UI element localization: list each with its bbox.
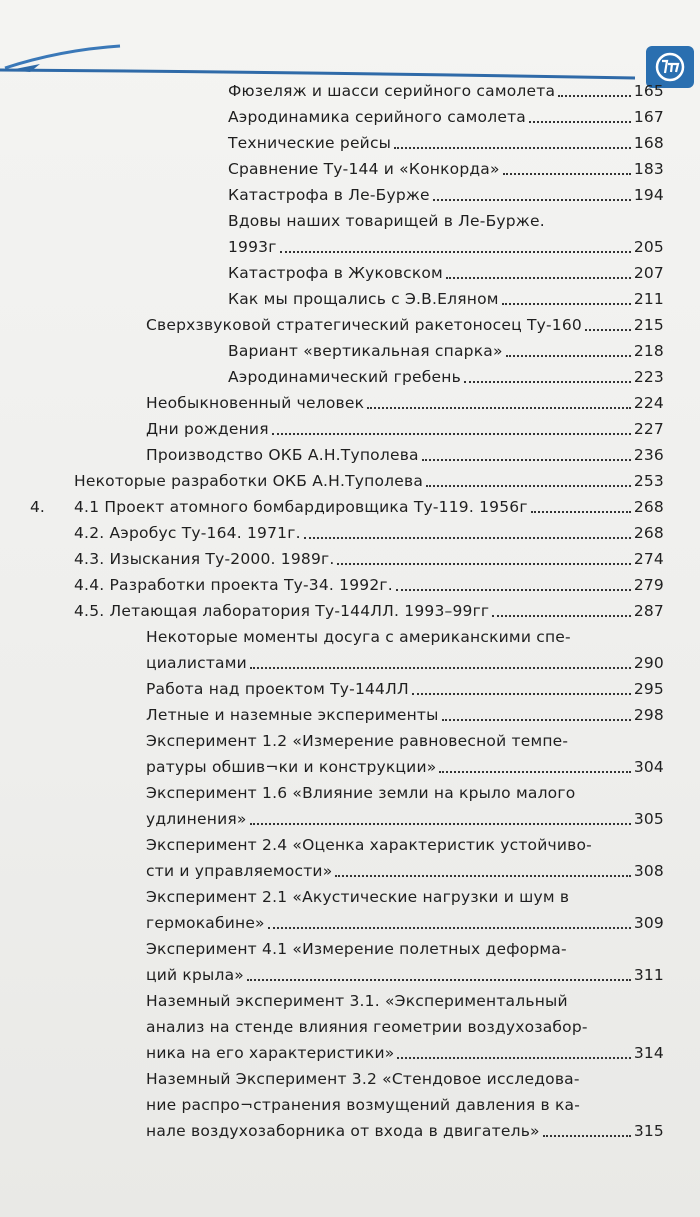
- toc-entry[interactable]: [228, 78, 664, 104]
- toc-entry[interactable]: [228, 260, 664, 286]
- toc-entry-title-line: ника на его характеристики»: [146, 1044, 395, 1062]
- toc-page-number: 168: [633, 134, 664, 152]
- toc-entry-title: 4.2. Аэробус Ту-164. 1971г.: [74, 524, 301, 542]
- leader-dots: [250, 667, 631, 669]
- toc-page-number: 253: [633, 472, 664, 490]
- toc-entry-title: Как мы прощались с Э.В.Еляном: [228, 290, 499, 308]
- leader-dots: [412, 693, 631, 695]
- toc-entry-title-line: Эксперимент 2.1 «Акустические нагрузки и шум в: [146, 888, 570, 906]
- toc-page-number: 207: [633, 264, 664, 282]
- toc-page-number: 215: [633, 316, 664, 334]
- toc-entry-title-line: Эксперимент 4.1 «Измерение полетных деформа-: [146, 940, 567, 958]
- toc-entry[interactable]: [228, 104, 664, 130]
- toc-page-number: 167: [633, 108, 664, 126]
- toc-entry-title: Некоторые разработки ОКБ А.Н.Туполева: [74, 472, 424, 490]
- toc-page-number: 224: [633, 394, 664, 412]
- toc-entry-title: 4.4. Разработки проекта Ту-34. 1992г.: [74, 576, 393, 594]
- toc-page-number: 274: [633, 550, 664, 568]
- leader-dots: [272, 433, 631, 435]
- toc-entry[interactable]: [146, 988, 664, 1066]
- leader-dots: [543, 1135, 631, 1137]
- toc-page-number: 165: [633, 82, 664, 100]
- toc-page-number: 227: [633, 420, 664, 438]
- toc-entry-title: Необыкновенный человек: [146, 394, 365, 412]
- toc-page-number: 304: [633, 758, 664, 776]
- toc-entry-title: Производство ОКБ А.Н.Туполева: [146, 446, 419, 464]
- leader-dots: [396, 589, 631, 591]
- leader-dots: [337, 563, 630, 565]
- toc-entry[interactable]: [146, 832, 664, 884]
- leader-dots: [529, 121, 631, 123]
- leader-dots: [335, 875, 630, 877]
- toc-entry-title-line: нале воздухозаборника от входа в двигатель»: [146, 1122, 540, 1140]
- leader-dots: [280, 251, 631, 253]
- toc-entry-title: Катастрофа в Жуковском: [228, 264, 443, 282]
- toc-entry-title: Технические рейсы: [228, 134, 392, 152]
- section-number: 4.: [30, 498, 45, 516]
- toc-page-number: 287: [633, 602, 664, 620]
- toc-entry[interactable]: [146, 416, 664, 442]
- toc-entry-title: 4.3. Изыскания Ту-2000. 1989г.: [74, 550, 335, 568]
- toc-entry[interactable]: [146, 780, 664, 832]
- toc-page-number: 308: [633, 862, 664, 880]
- leader-dots: [397, 1057, 630, 1059]
- leader-dots: [503, 173, 631, 175]
- toc-entry[interactable]: [146, 676, 664, 702]
- toc-entry[interactable]: [74, 546, 664, 572]
- toc-entry[interactable]: [146, 312, 664, 338]
- leader-dots: [506, 355, 631, 357]
- toc-page-number: 298: [633, 706, 664, 724]
- toc-page-number: 309: [633, 914, 664, 932]
- toc-entry-title: Летные и наземные эксперименты: [146, 706, 439, 724]
- toc-page-number: 315: [633, 1122, 664, 1140]
- toc-entry[interactable]: [74, 520, 664, 546]
- toc-page-number: 211: [633, 290, 664, 308]
- toc-entry-title-line: удлинения»: [146, 810, 247, 828]
- leader-dots: [433, 199, 631, 201]
- toc-entry-title-line: ние распро¬странения возмущений давления в ка-: [146, 1096, 581, 1114]
- toc-entry-title: Дни рождения: [146, 420, 269, 438]
- toc-page-number: 314: [633, 1044, 664, 1062]
- toc-page-number: 268: [633, 524, 664, 542]
- leader-dots: [502, 303, 631, 305]
- toc-entry-title-line: Эксперимент 2.4 «Оценка характеристик устойчиво-: [146, 836, 592, 854]
- toc-entry-title: Работа над проектом Ту-144ЛЛ: [146, 680, 409, 698]
- toc-entry-title-line: Вдовы наших товарищей в Ле-Бурже.: [228, 212, 545, 230]
- leader-dots: [247, 979, 631, 981]
- toc-entry-title: Фюзеляж и шасси серийного самолета: [228, 82, 556, 100]
- toc-entry-title-line: анализ на стенде влияния геометрии воздухозабор-: [146, 1018, 588, 1036]
- toc-page-number: 295: [633, 680, 664, 698]
- toc-entry[interactable]: [146, 884, 664, 936]
- toc-entry-title-line: ратуры обшив¬ки и конструкции»: [146, 758, 437, 776]
- leader-dots: [439, 771, 630, 773]
- toc-entry[interactable]: [146, 442, 664, 468]
- toc-page-number: 205: [633, 238, 664, 256]
- toc-page-number: 279: [633, 576, 664, 594]
- toc-entry[interactable]: [228, 208, 664, 260]
- leader-dots: [464, 381, 631, 383]
- leader-dots: [367, 407, 631, 409]
- toc-entry-title-line: 1993г: [228, 238, 277, 256]
- toc-page-number: 311: [633, 966, 664, 984]
- leader-dots: [304, 537, 631, 539]
- toc-entry[interactable]: [146, 1066, 664, 1144]
- toc-page-number: 183: [633, 160, 664, 178]
- toc-entry-title: Сверхзвуковой стратегический ракетоносец Ту-160: [146, 316, 582, 334]
- toc-entry-title: 4.1 Проект атомного бомбардировщика Ту-119. 1956г: [74, 498, 528, 516]
- toc-entry[interactable]: [146, 702, 664, 728]
- toc-entry-title-line: сти и управляемости»: [146, 862, 333, 880]
- toc-entry[interactable]: [228, 182, 664, 208]
- toc-entry[interactable]: [74, 598, 664, 624]
- leader-dots: [250, 823, 631, 825]
- toc-entry[interactable]: [74, 468, 664, 494]
- leader-dots: [394, 147, 631, 149]
- toc-entry-title: 4.5. Летающая лаборатория Ту-144ЛЛ. 1993–99гг: [74, 602, 490, 620]
- toc-entry[interactable]: [146, 624, 664, 676]
- toc-entry[interactable]: [228, 338, 664, 364]
- toc-entry-title-line: гермокабине»: [146, 914, 265, 932]
- toc-entry[interactable]: [146, 936, 664, 988]
- leader-dots: [268, 927, 631, 929]
- leader-dots: [585, 329, 631, 331]
- toc-entry-title: Катастрофа в Ле-Бурже: [228, 186, 430, 204]
- toc-page-number: 268: [633, 498, 664, 516]
- toc-page-number: 194: [633, 186, 664, 204]
- toc-page-number: 218: [633, 342, 664, 360]
- leader-dots: [492, 615, 631, 617]
- toc-entry-title-line: Наземный эксперимент 3.1. «Экспериментальный: [146, 992, 568, 1010]
- toc-entry-title-line: Эксперимент 1.2 «Измерение равновесной темпе-: [146, 732, 569, 750]
- leader-dots: [442, 719, 631, 721]
- toc-entry-title: Аэродинамический гребень: [228, 368, 461, 386]
- toc-page-number: 305: [633, 810, 664, 828]
- toc-entry[interactable]: [74, 572, 664, 598]
- toc-entry[interactable]: [228, 364, 664, 390]
- leader-dots: [422, 459, 631, 461]
- toc-entry[interactable]: [146, 728, 664, 780]
- leader-dots: [558, 95, 631, 97]
- toc-entry[interactable]: [146, 390, 664, 416]
- toc-entry-title-line: Эксперимент 1.6 «Влияние земли на крыло малого: [146, 784, 576, 802]
- toc-page-number: 290: [633, 654, 664, 672]
- toc-entry-title-line: ций крыла»: [146, 966, 244, 984]
- toc-entry-title: Сравнение Ту-144 и «Конкорда»: [228, 160, 500, 178]
- toc-entry[interactable]: [228, 286, 664, 312]
- leader-dots: [446, 277, 631, 279]
- toc-entry-title: Аэродинамика серийного самолета: [228, 108, 526, 126]
- toc-entry-title-line: Некоторые моменты досуга с американскими спе-: [146, 628, 571, 646]
- toc-entry[interactable]: [228, 156, 664, 182]
- toc-entry[interactable]: [228, 130, 664, 156]
- leader-dots: [426, 485, 631, 487]
- toc-page-number: 236: [633, 446, 664, 464]
- leader-dots: [531, 511, 631, 513]
- toc-page-number: 223: [633, 368, 664, 386]
- toc-entry-title-line: циалистами: [146, 654, 247, 672]
- toc-entry[interactable]: [74, 494, 664, 520]
- toc-entry-title-line: Наземный Эксперимент 3.2 «Стендовое исследова-: [146, 1070, 580, 1088]
- toc-entry-title: Вариант «вертикальная спарка»: [228, 342, 503, 360]
